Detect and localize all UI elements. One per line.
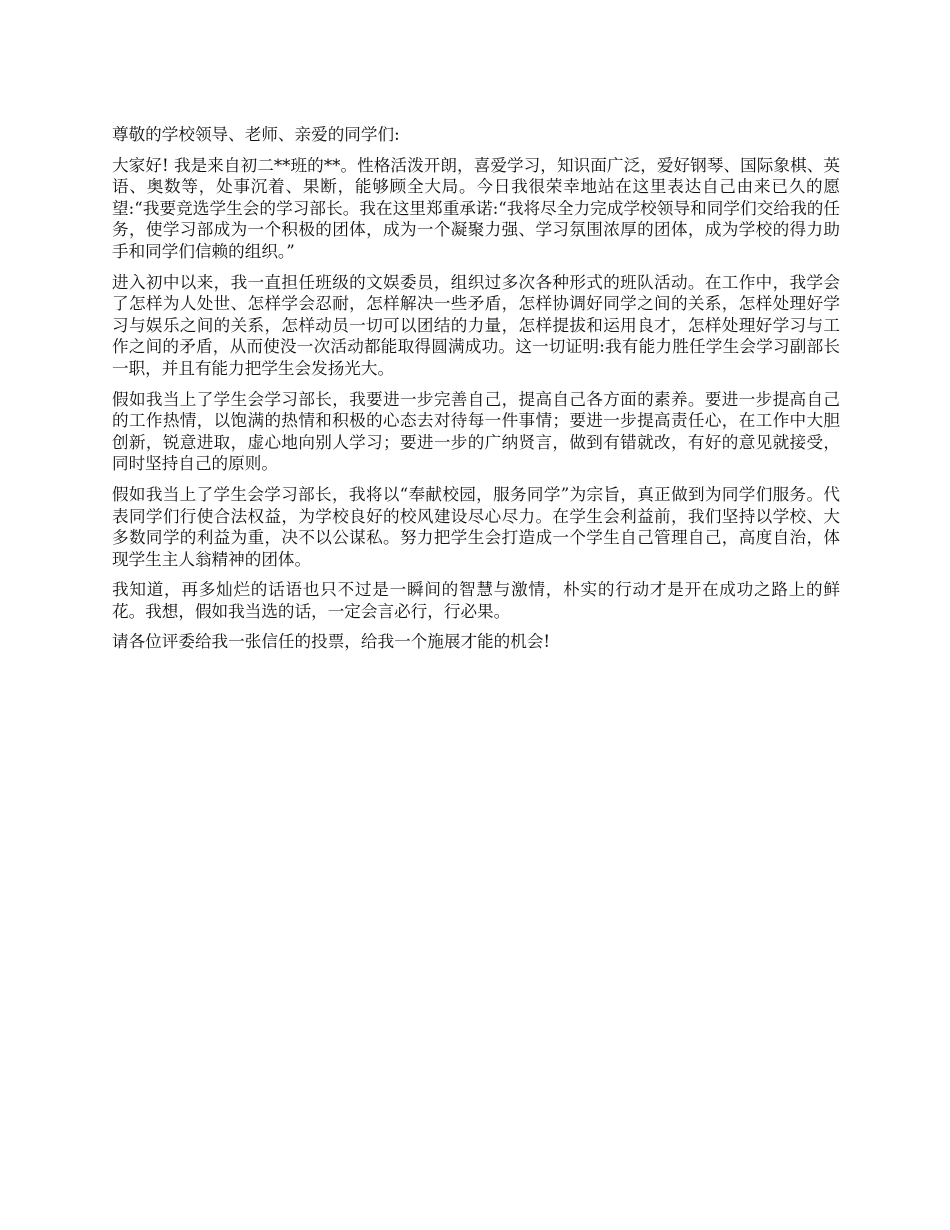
- paragraph-closing: 请各位评委给我一张信任的投票，给我一个施展才能的机会!: [112, 632, 551, 652]
- paragraph-commitment: 我知道，再多灿烂的话语也只不过是一瞬间的智慧与激情，朴实的行动才是开在成功之路上的鲜花。我想，假如我当选的话，一定会言必行，行必果。: [112, 580, 840, 621]
- paragraph-introduction: 大家好! 我是来自初二**班的**。性格活泼开朗，喜爱学习，知识面广泛，爱好钢琴、国际象棋、英语、奥数等，处事沉着、果断，能够顾全大局。今日我很荣幸地站在这里表达自己由来已久的愿望:“我要竞选学生会的学习部长。我在这里郑重承诺:“我将尽全力完成学校领导和同学们交给我的任务，使学习部成为一个积极的团体，成为一个凝聚力强、学习氛围浓厚的团体，成为学校的得力助手和同学们信赖的组织。”: [112, 155, 840, 261]
- paragraph-service-goal: 假如我当上了学生会学习部长，我将以“奉献校园，服务同学”为宗旨，真正做到为同学们服务。代表同学们行使合法权益，为学校良好的校风建设尽心尽力。在学生会利益前，我们坚持以学校、大多数同学的利益为重，决不以公谋私。努力把学生会打造成一个学生自己管理自己，高度自治，体现学生主人翁精神的团体。: [112, 484, 840, 569]
- document-body: [112, 124, 840, 662]
- greeting-line: 尊敬的学校领导、老师、亲爱的同学们:: [112, 125, 400, 144]
- paragraph-self-improvement: 假如我当上了学生会学习部长，我要进一步完善自己，提高自己各方面的素养。要进一步提高自己的工作热情，以饱满的热情和积极的心态去对待每一件事情；要进一步提高责任心，在工作中大胆创新，锐意进取，虚心地向别人学习；要进一步的广纳贤言，做到有错就改，有好的意见就接受，同时坚持自己的原则。: [112, 389, 840, 474]
- paragraph-experience: 进入初中以来，我一直担任班级的文娱委员，组织过多次各种形式的班队活动。在工作中，我学会了怎样为人处世、怎样学会忍耐，怎样解决一些矛盾，怎样协调好同学之间的关系，怎样处理好学习与娱乐之间的关系，怎样动员一切可以团结的力量，怎样提拔和运用良才，怎样处理好学习与工作之间的矛盾，从而使没一次活动都能取得圆满成功。这一切证明:我有能力胜任学生会学习副部长一职，并且有能力把学生会发扬光大。: [112, 272, 840, 378]
